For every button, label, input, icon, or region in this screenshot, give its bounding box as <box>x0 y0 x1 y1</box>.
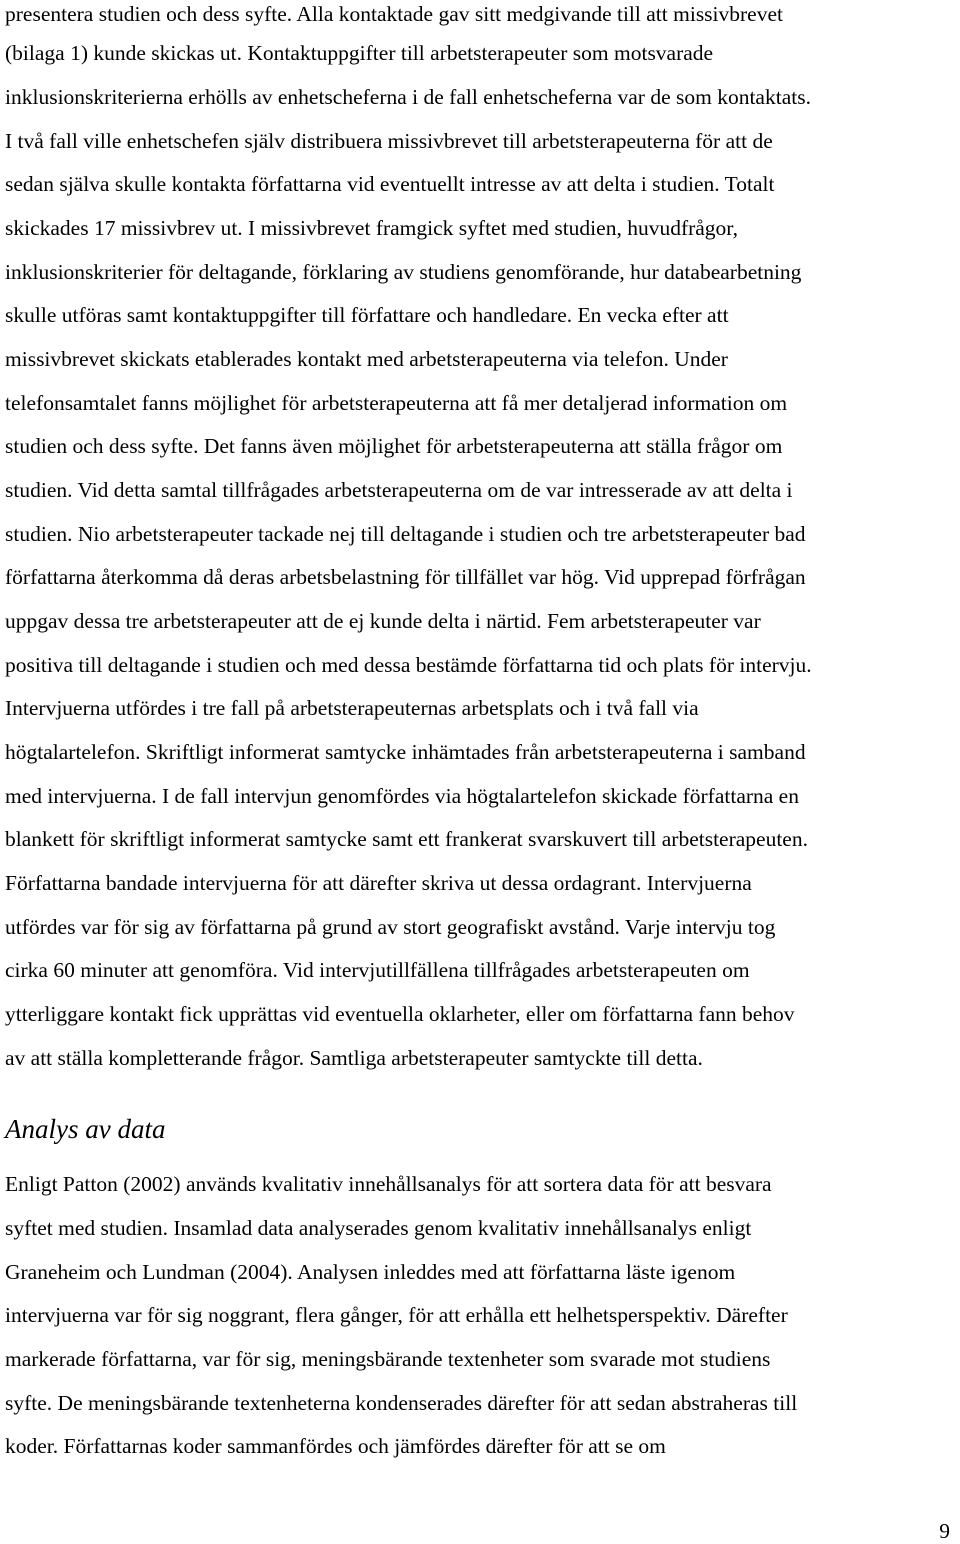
text-line: sedan själva skulle kontakta författarna vid eventuellt intresse av att delta i studien. Totalt <box>5 172 775 196</box>
page-number: 9 <box>939 1519 950 1543</box>
text-line: telefonsamtalet fanns möjlighet för arbetsterapeuterna att få mer detaljerad information om <box>5 391 788 415</box>
text-line: studien. Nio arbetsterapeuter tackade nej till deltagande i studien och tre arbetsterapeuter bad <box>5 522 806 546</box>
text-line: Författarna bandade intervjuerna för att därefter skriva ut dessa ordagrant. Intervjuerna <box>5 871 752 895</box>
text-line: intervjuerna var för sig noggrant, flera gånger, för att erhålla ett helhetsperspektiv. Därefter <box>5 1303 788 1327</box>
text-line: studien och dess syfte. Det fanns även möjlighet för arbetsterapeuterna att ställa frågor om <box>5 434 783 458</box>
text-line: inklusionskriterierna erhölls av enhetscheferna i de fall enhetscheferna var de som kontaktats. <box>5 85 811 109</box>
text-line: positiva till deltagande i studien och med dessa bestämde författarna tid och plats för intervju. <box>5 653 812 677</box>
section-heading: Analys av data <box>5 1114 166 1144</box>
text-line: syfte. De meningsbärande textenheterna kondenserades därefter för att sedan abstraheras till <box>5 1391 798 1415</box>
text-line: presentera studien och dess syfte. Alla kontaktade gav sitt medgivande till att missivbrevet <box>5 2 783 26</box>
text-line: Intervjuerna utfördes i tre fall på arbetsterapeuternas arbetsplats och i två fall via <box>5 696 699 720</box>
text-line: av att ställa kompletterande frågor. Samtliga arbetsterapeuter samtyckte till detta. <box>5 1046 703 1070</box>
text-line: studien. Vid detta samtal tillfrågades arbetsterapeuterna om de var intresserade av att delta i <box>5 478 793 502</box>
text-line: Graneheim och Lundman (2004). Analysen inleddes med att författarna läste igenom <box>5 1260 736 1284</box>
text-line: utfördes var för sig av författarna på grund av stort geografiskt avstånd. Varje intervju tog <box>5 915 776 939</box>
text-line: I två fall ville enhetschefen själv distribuera missivbrevet till arbetsterapeuterna för att de <box>5 129 773 153</box>
text-line: cirka 60 minuter att genomföra. Vid intervjutillfällena tillfrågades arbetsterapeuten om <box>5 958 750 982</box>
text-line: författarna återkomma då deras arbetsbelastning för tillfället var hög. Vid upprepad förfrågan <box>5 565 806 589</box>
text-line: med intervjuerna. I de fall intervjun genomfördes via högtalartelefon skickade författarna en <box>5 784 799 808</box>
text-line: missivbrevet skickats etablerades kontakt med arbetsterapeuterna via telefon. Under <box>5 347 728 371</box>
text-line: högtalartelefon. Skriftligt informerat samtycke inhämtades från arbetsterapeuterna i samband <box>5 740 806 764</box>
text-line: skickades 17 missivbrev ut. I missivbrevet framgick syftet med studien, huvudfrågor, <box>5 216 738 240</box>
text-line: inklusionskriterier för deltagande, förklaring av studiens genomförande, hur databearbetning <box>5 260 802 284</box>
text-line: uppgav dessa tre arbetsterapeuter att de ej kunde delta i närtid. Fem arbetsterapeuter var <box>5 609 761 633</box>
text-line: markerade författarna, var för sig, meningsbärande textenheter som svarade mot studiens <box>5 1347 771 1371</box>
text-line: (bilaga 1) kunde skickas ut. Kontaktuppgifter till arbetsterapeuter som motsvarade <box>5 41 714 65</box>
text-line: ytterliggare kontakt fick upprättas vid eventuella oklarheter, eller om författarna fann behov <box>5 1002 795 1026</box>
text-line: Enligt Patton (2002) används kvalitativ innehållsanalys för att sortera data för att besvara <box>5 1172 772 1196</box>
text-line: skulle utföras samt kontaktuppgifter till författare och handledare. En vecka efter att <box>5 303 729 327</box>
text-line: koder. Författarnas koder sammanfördes och jämfördes därefter för att se om <box>5 1434 666 1458</box>
text-line: blankett för skriftligt informerat samtycke samt ett frankerat svarskuvert till arbetsterapeuten. <box>5 827 808 851</box>
text-line: syftet med studien. Insamlad data analyserades genom kvalitativ innehållsanalys enligt <box>5 1216 752 1240</box>
